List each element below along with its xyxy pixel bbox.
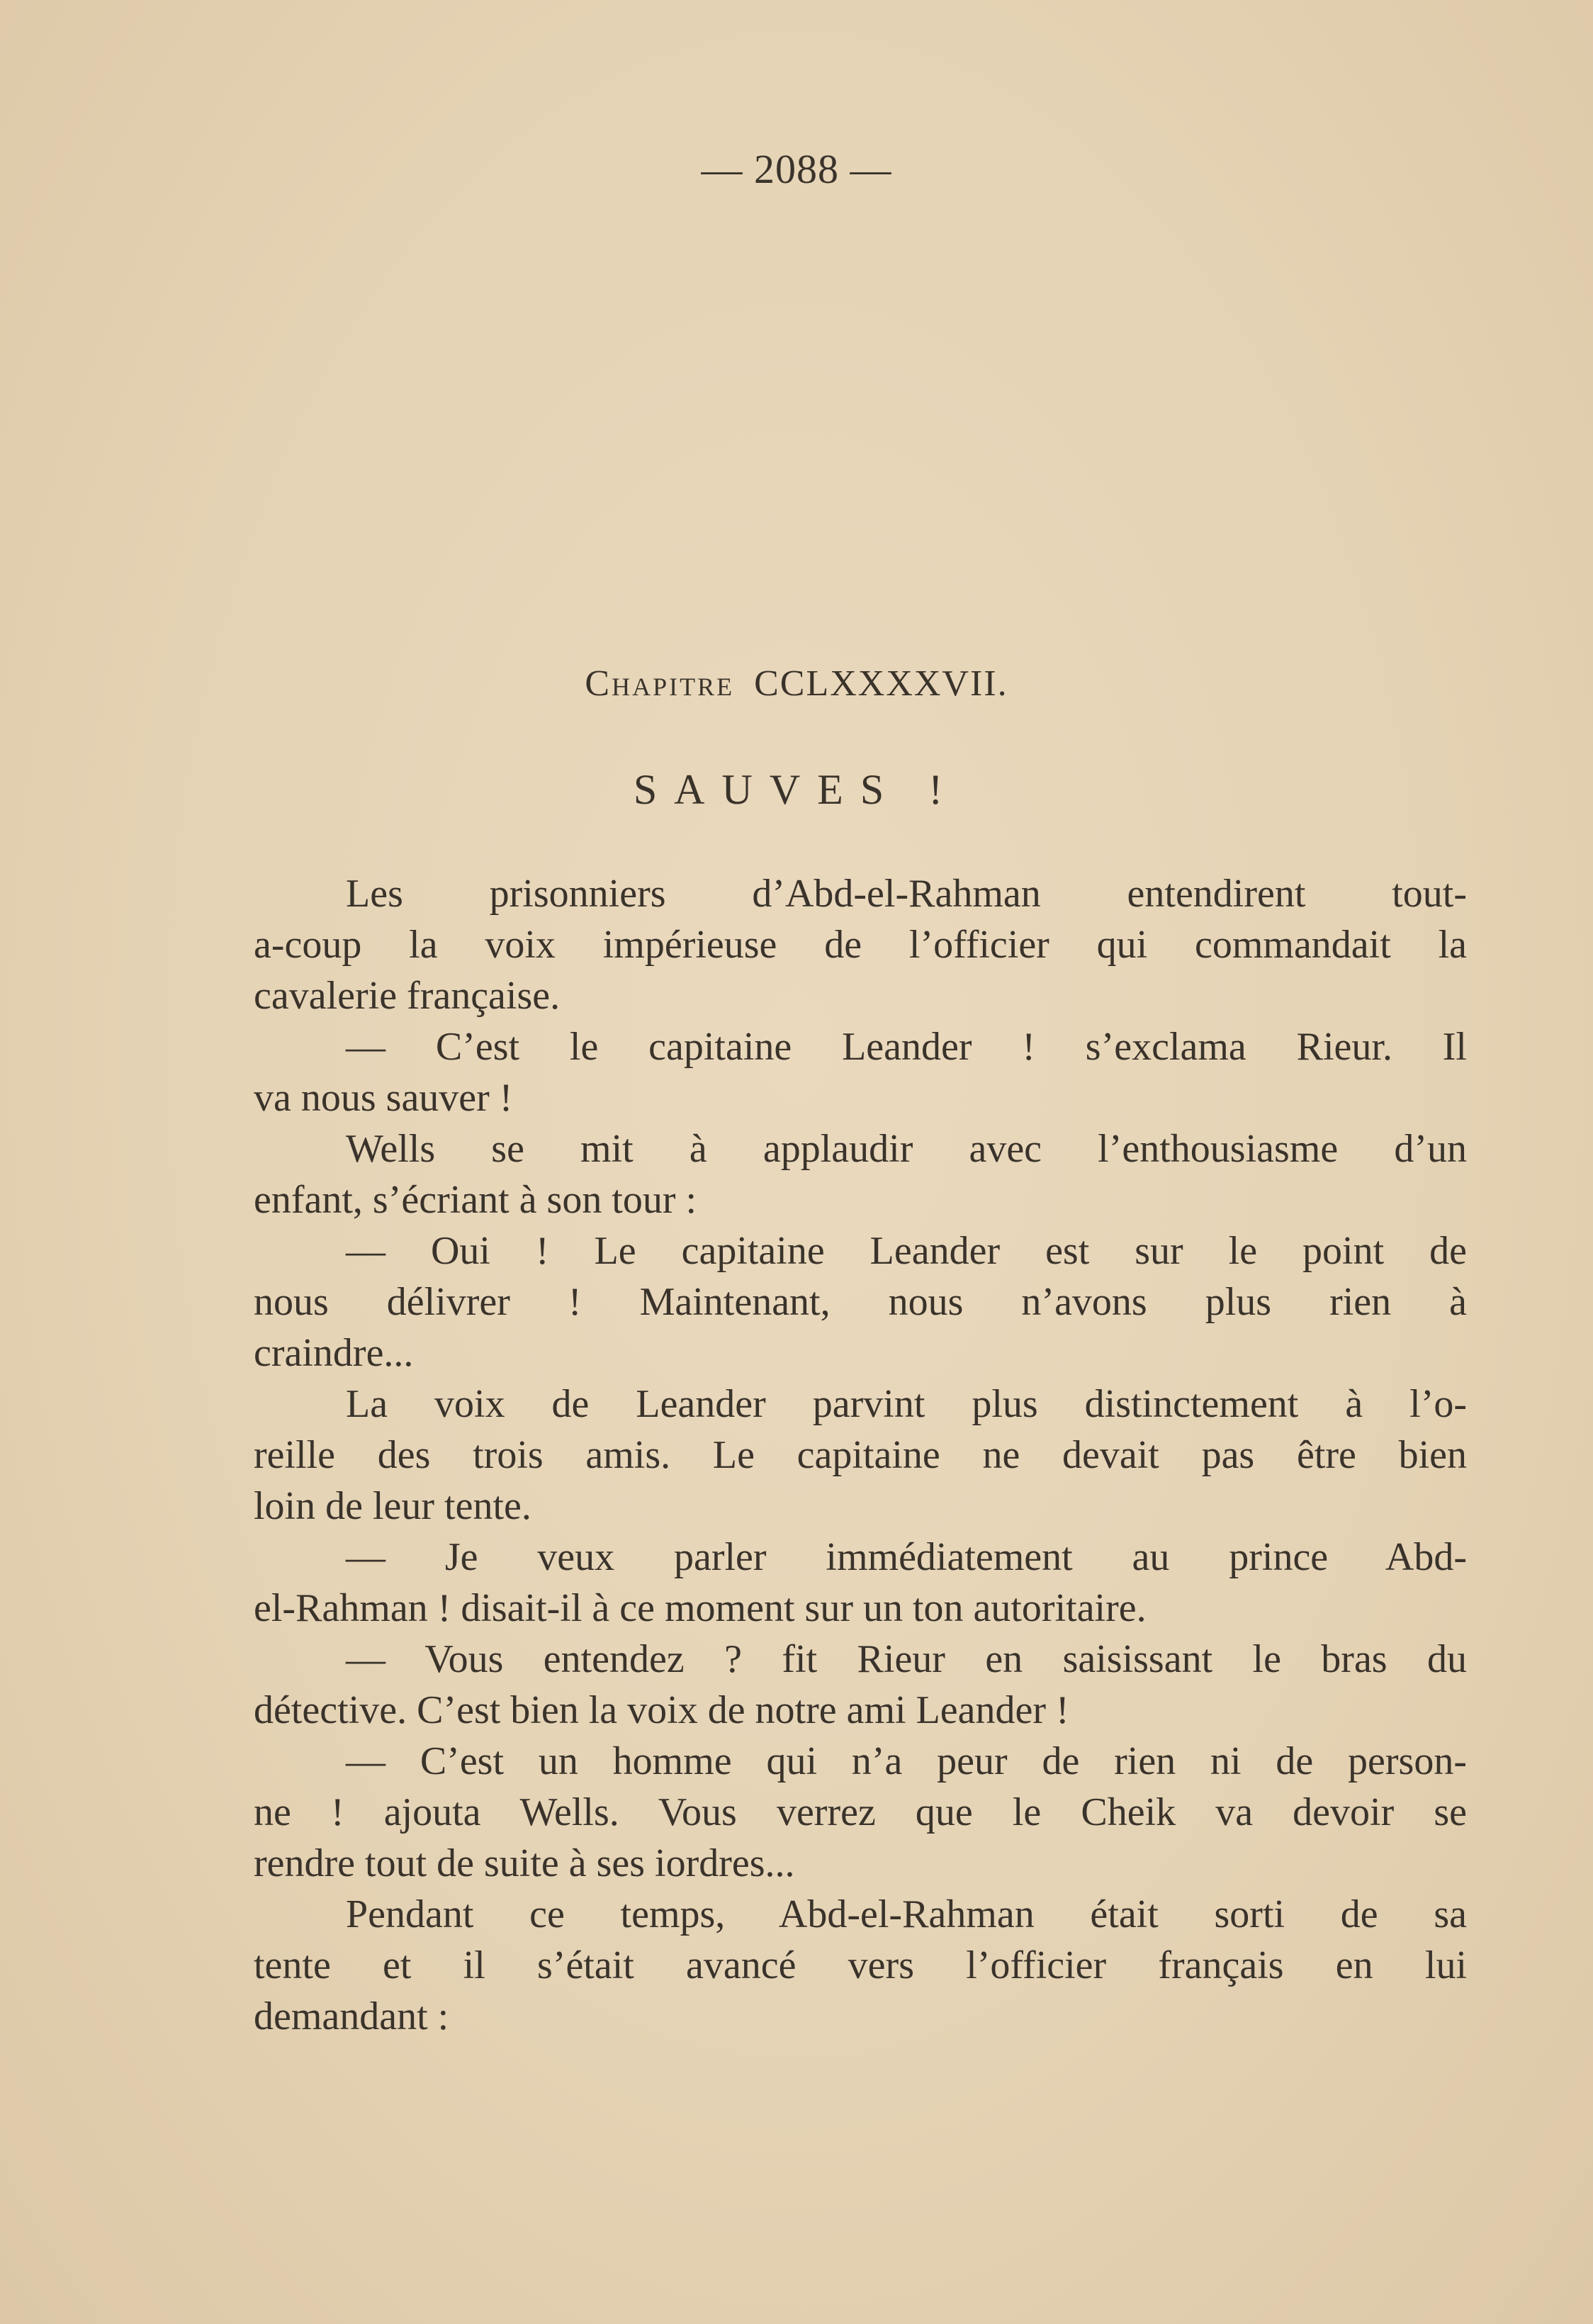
chapter-heading bbox=[0, 663, 1593, 705]
text-line: cavalerie française. bbox=[254, 974, 561, 1018]
text-line: Pendant ce temps, Abd-el-Rahman était sorti de sa bbox=[346, 1892, 1467, 1936]
chapter-label: Chapitre bbox=[585, 663, 735, 704]
text-line: craindre... bbox=[254, 1331, 414, 1375]
text-line: — Vous entendez ? fit Rieur en saisissant le bras du bbox=[346, 1637, 1467, 1681]
body-text bbox=[254, 868, 1467, 2042]
page-number: — 2088 — bbox=[701, 146, 892, 192]
text-line: La voix de Leander parvint plus distinctement à l’o- bbox=[346, 1382, 1467, 1426]
text-line: nous délivrer ! Maintenant, nous n’avons plus rien à bbox=[254, 1280, 1467, 1324]
text-line: — C’est le capitaine Leander ! s’exclama Rieur. Il bbox=[346, 1025, 1467, 1069]
text-line: enfant, s’écriant à son tour : bbox=[254, 1178, 697, 1222]
chapter-number: CCLXXXXVII. bbox=[754, 663, 1008, 704]
text-line: reille des trois amis. Le capitaine ne devait pas être bien bbox=[254, 1433, 1467, 1477]
text-line: tente et il s’était avancé vers l’officier français en lui bbox=[254, 1943, 1467, 1987]
text-line: — C’est un homme qui n’a peur de rien ni de person- bbox=[346, 1739, 1467, 1783]
text-line: détective. C’est bien la voix de notre ami Leander ! bbox=[254, 1688, 1069, 1732]
text-line: Wells se mit à applaudir avec l’enthousiasme d’un bbox=[346, 1127, 1467, 1171]
text-line: Les prisonniers d’Abd-el-Rahman entendirent tout- bbox=[346, 872, 1467, 916]
text-line: va nous sauver ! bbox=[254, 1076, 513, 1120]
text-line: ne ! ajouta Wells. Vous verrez que le Cheik va devoir se bbox=[254, 1790, 1467, 1834]
text-line: a-coup la voix impérieuse de l’officier qui commandait la bbox=[254, 923, 1467, 967]
text-line: el-Rahman ! disait-il à ce moment sur un ton autoritaire. bbox=[254, 1586, 1147, 1630]
text-line: demandant : bbox=[254, 1994, 449, 2038]
text-line: rendre tout de suite à ses iordres... bbox=[254, 1841, 795, 1885]
text-line: — Je veux parler immédiatement au prince Abd- bbox=[346, 1535, 1467, 1579]
text-line: loin de leur tente. bbox=[254, 1484, 531, 1528]
text-line: — Oui ! Le capitaine Leander est sur le point de bbox=[346, 1229, 1467, 1273]
chapter-title: SAUVES ! bbox=[633, 766, 960, 813]
